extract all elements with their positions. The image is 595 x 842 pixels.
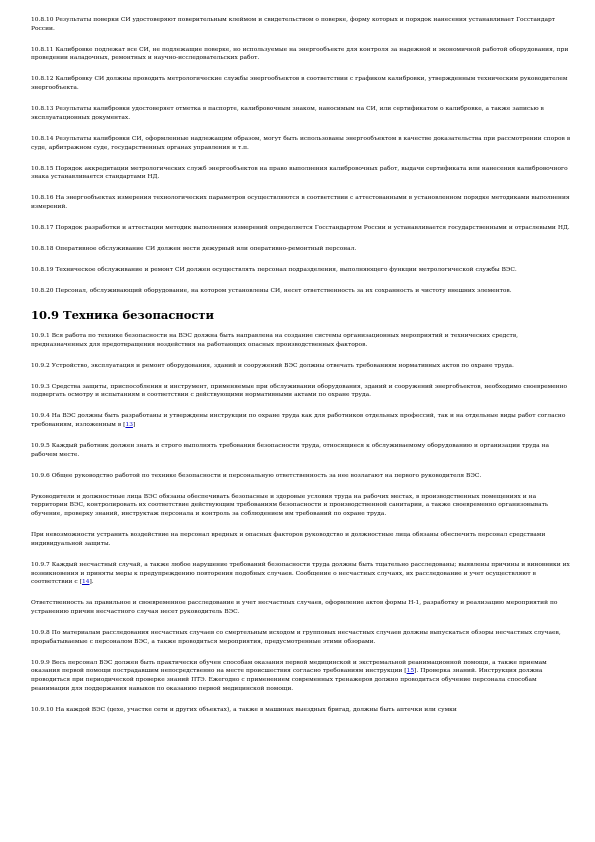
paragraph-10-9-7 (31, 561, 571, 587)
paragraph-10-9-7-end: ]. (89, 579, 94, 586)
paragraph-10-8-20: 10.8.20 Персонал, обслуживающий оборудование, на котором установлены СИ, несет ответственность за их сохранность и чистоту внешних элементов. (31, 287, 512, 294)
paragraph-responsibility: Ответственность за правильное и своевременное расследование и учет несчастных случаев, оформление актов формы Н-1, разработку и реализацию мероприятий по устранению причин несчастного случая несет руководитель ВЭС. (31, 600, 558, 615)
section-10-8-paragraphs (31, 16, 571, 296)
paragraph-10-9-2: 10.9.2 Устройство, эксплуатация и ремонт оборудования, зданий и сооружений ВЭС должны отвечать требованиям нормативных актов по охране труда. (31, 362, 514, 369)
reference-link-14[interactable]: 14 (81, 579, 90, 586)
paragraph-10-9-9-end: ]. Проверка знаний. Инструкция должна проводиться при периодической проверке знаний ПТЭ. Ежегодно с применением современных тренажеров должно проводиться обучение персонала способам реанимации для поддержания навыков по оказанию первой медицинской помощи. (31, 668, 543, 692)
paragraph-10-9-8: 10.9.8 По материалам расследования несчастных случаев со смертельным исходом и групповых несчастных случаев должны выпускаться обзоры несчастных случаев, прорабатываемые с персоналом ВЭС, а также проводиться мероприятия, предусмотренные этими обзорами. (31, 629, 561, 645)
paragraph-10-8-12: 10.8.12 Калибровку СИ должны проводить метрологические службы энергообъектов в соответствии с графиком калибровки, утвержденным техническим руководителем энергообъекта. (31, 76, 568, 92)
paragraph-10-8-11: 10.8.11 Калибровке подлежат все СИ, не подлежащие поверке, но используемые на энергообъекте для контроля за надежной и экономичной работой оборудования, при проведении наладочных, ремонтных и научно-исследовательских работ. (31, 46, 569, 62)
paragraph-10-8-19: 10.8.19 Техническое обслуживание и ремонт СИ должен осуществлять персонал подразделения, выполняющего функции метрологической службы ВЭС. (31, 266, 517, 273)
paragraph-10-9-1: 10.9.1 Вся работа по технике безопасности на ВЭС должна быть направлена на создание системы организационных мероприятий и технических средств, предназначенных для предотвращения воздействия на работающих опасных производственных факторов. (31, 332, 519, 348)
paragraph-10-9-10: 10.9.10 На каждой ВЭС (цехе, участке сети и других объектах), а также в машинах выездных бригад, должны быть аптечки или сумки (31, 706, 457, 713)
paragraph-10-8-18: 10.8.18 Оперативное обслуживание СИ должен вести дежурный или оперативно-ремонтный персонал. (31, 245, 357, 252)
paragraph-10-8-17: 10.8.17 Порядок разработки и аттестации методик выполнения измерений определяется Госстандартом России и устанавливается государственными и отраслевыми НД. (31, 224, 570, 231)
paragraph-10-8-15: 10.8.15 Порядок аккредитации метрологических служб энергообъектов на право выполнения калибровочных работ, выдачи сертификата или нанесения калибровочного знака устанавливается стандартами НД. (31, 165, 568, 181)
paragraph-10-9-4-text: 10.9.4 На ВЭС должны быть разработаны и утверждены инструкции по охране труда как для работников отдельных профессий, так и на отдельные виды работ согласно требованиям, изложенным в [ (31, 413, 566, 429)
paragraph-10-8-14: 10.8.14 Результаты калибровки СИ, оформленные надлежащим образом, могут быть использованы энергообъектом в качестве доказательства при рассмотрении споров в суде, арбитражном суде, государственных органах управления и т.п. (31, 135, 571, 151)
paragraph-10-9-9 (31, 659, 571, 694)
paragraph-10-9-3: 10.9.3 Средства защиты, приспособления и инструмент, применяемые при обслуживании оборудования, зданий и сооружений энергобъектов, необходимо своевременно подвергать осмотру и испытаниям в соответствии с действующими нормативными актами по охране труда. (31, 383, 568, 399)
paragraph-protective-equipment: При невозможности устранить воздействие на персонал вредных и опасных факторов руководство и должностные лица обязаны обеспечить персонал средствами индивидуальной защиты. (31, 532, 546, 547)
paragraph-10-8-13: 10.8.13 Результаты калибровки удостоверяет отметка в паспорте, калибровочным знаком, наносимым на СИ, или сертификатом о калибровке, а также записью в эксплуатационных документах. (31, 106, 544, 121)
reference-link-15[interactable]: 15 (406, 668, 415, 675)
paragraph-10-9-7-text: 10.9.7 Каждый несчастный случай, а также любое нарушение требований безопасности труда должны быть тщательно расследованы; выявлены причины и виновники их возникновения и приняты меры к предупреждению повторения подобных случаев. Сообщение о несчастных случаях, их расследование и учет осуществляют в соответствии с [ (31, 561, 570, 586)
paragraph-10-8-10: 10.8.10 Результаты поверки СИ удостоверяют поверительным клеймом и свидетельством о поверке, форму которых и порядок нанесения устанавливает Госстандарт России. (31, 17, 556, 32)
paragraph-10-9-4-end: ] (132, 422, 136, 429)
reference-link-13[interactable]: 13 (125, 422, 133, 429)
paragraph-10-9-5: 10.9.5 Каждый работник должен знать и строго выполнять требования безопасности труда, относящиеся к обслуживаемому оборудованию и организации труда на рабочем месте. (31, 443, 550, 458)
paragraph-10-9-4 (31, 412, 571, 429)
paragraph-10-8-16: 10.8.16 На энергообъектах измерения технологических параметров осуществляются в соответствии с аттестованными в установленном порядке методиками выполнения измерений. (31, 195, 570, 210)
paragraph-managers-duties: Руководители и должностные лица ВЭС обязаны обеспечивать безопасные и здоровые условия труда на рабочих местах, в производственных помещениях и на территории ВЭС, контролировать их соответствие действующим требованиям безопасности и производственной санитарии, а также своевременно организовывать обучение, проверку знаний, инструктаж персонала и контроль за соблюдением им требований по охране труда. (31, 493, 549, 518)
paragraph-10-9-6: 10.9.6 Общее руководство работой по технике безопасности и персональную ответственность за нее возлагают на первого руководителя ВЭС. (31, 472, 482, 479)
paragraph-10-9-9-text: 10.9.9 Весь персонал ВЭС должен быть практически обучен способам оказания первой медицинской и экстремальной реанимационной помощи, а также приемам оказания первой помощи пострадавшим непосредственно на месте происшествия согласно требованиям инструкции [ (31, 659, 547, 675)
section-heading-10-9: 10.9 Техника безопасности (31, 307, 215, 322)
